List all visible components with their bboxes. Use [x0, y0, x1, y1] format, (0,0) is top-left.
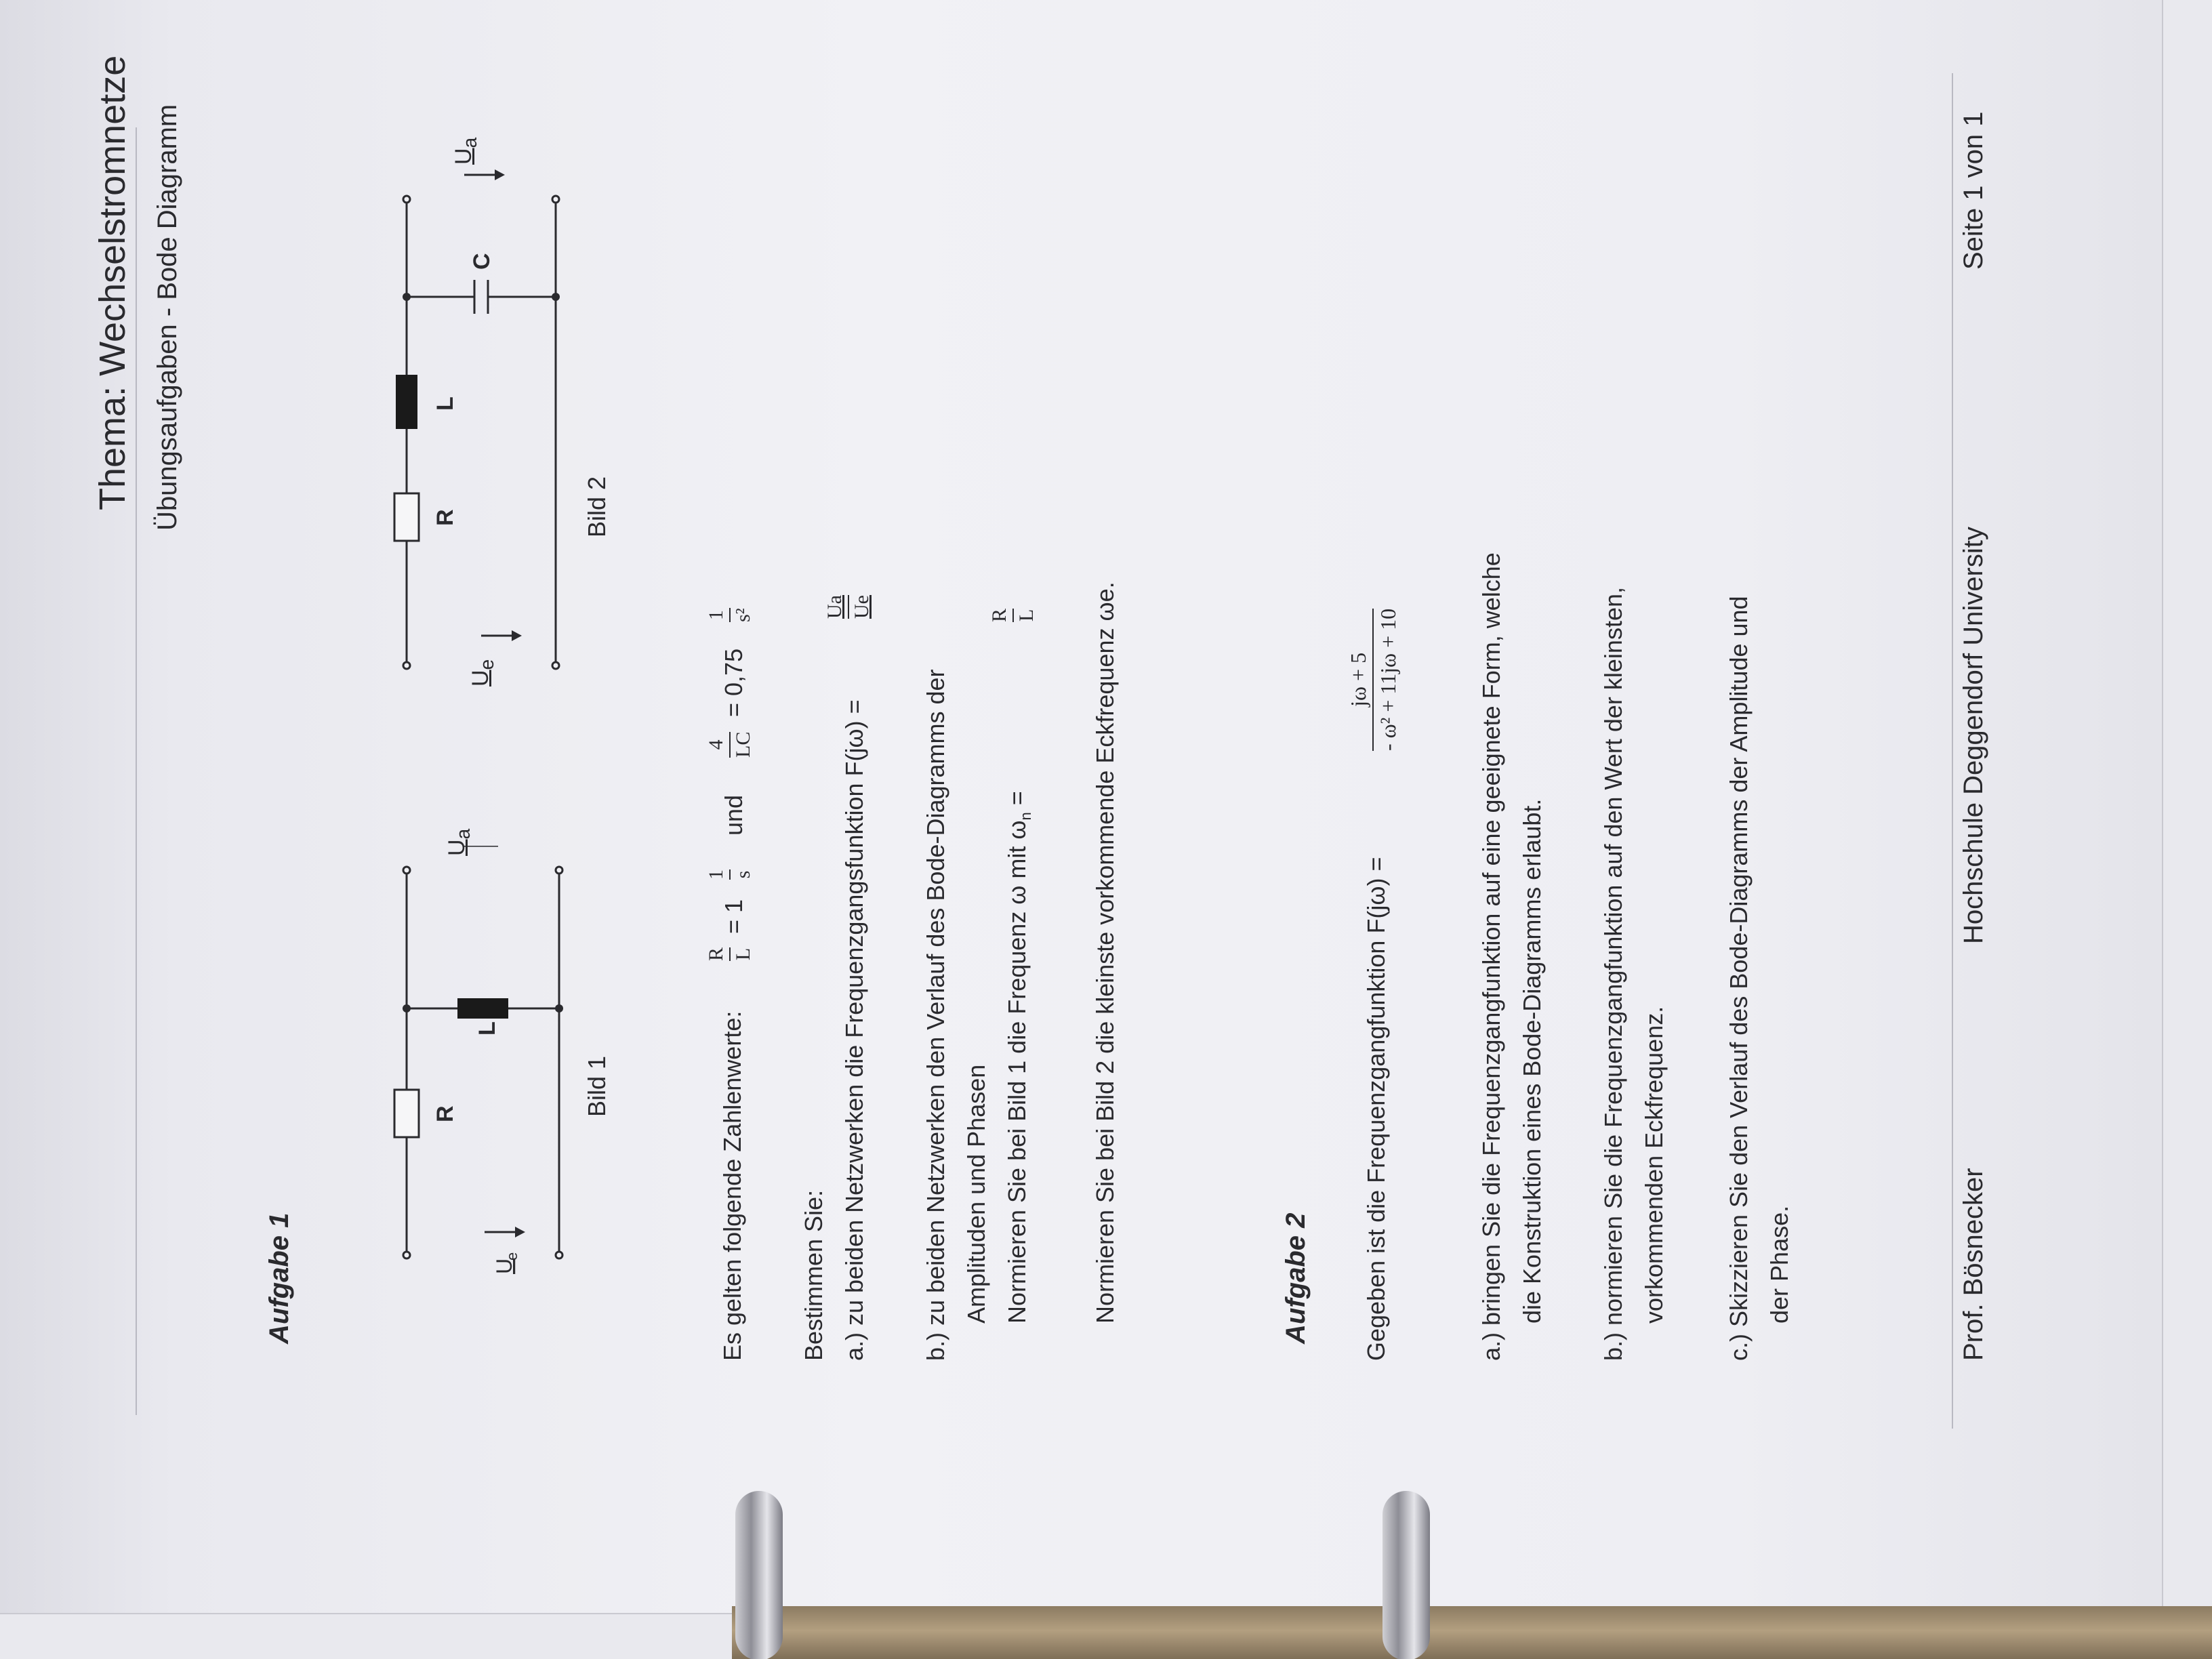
circuit-bild1	[380, 846, 596, 1279]
circuit-bild2	[380, 161, 596, 690]
task-2a-line1: a.) bringen Sie die Frequenzgangfunktion auf eine geeignete Form, welche	[1477, 552, 1505, 1361]
task-1b-line1: b.) zu beiden Netzwerken den Verlauf des Bode-Diagramms der	[922, 669, 949, 1361]
task-2c-line1: c.) Skizzieren Sie den Verlauf des Bode-Diagramms der Amplitude und	[1725, 596, 1753, 1361]
resistor-R	[394, 1090, 419, 1137]
page-title: Thema: Wechselstromnetze	[92, 55, 133, 510]
footer-university: Hochschule Deggendorf University	[1959, 527, 1988, 944]
eq2: = 0,75	[720, 648, 747, 717]
label-Ue2: $U_e$	[468, 659, 498, 687]
header-rule	[136, 127, 137, 1415]
footer-author: Prof. Bösnecker	[1959, 1168, 1988, 1361]
bestimmen-text: Bestimmen Sie:	[800, 1189, 827, 1361]
page-subtitle: Übungsaufgaben - Bode Diagramm	[152, 104, 182, 531]
footer-rule	[1952, 73, 1953, 1429]
eq1: = 1	[720, 899, 747, 934]
und-text: und	[720, 794, 747, 836]
label-R1: R	[432, 1105, 458, 1122]
frac-1-s2: 1 s²	[705, 608, 754, 622]
task-1b-line3: Normieren Sie bei Bild 1 die Frequenz ω mit $\omega_n$ =	[1003, 791, 1035, 1324]
ue-arrow-1	[485, 1227, 525, 1237]
frac-F-jw: jω + 5 - ω² + 11jω + 10	[1346, 608, 1400, 751]
label-Ue1: U	[492, 1258, 516, 1274]
footer-page: Seite 1 von 1	[1959, 111, 1988, 270]
caption-bild2: Bild 2	[583, 476, 611, 537]
label-C2: C	[469, 253, 495, 270]
label-Ue1-sub: e	[504, 1252, 520, 1261]
label-Ua2: $U_a$	[451, 137, 481, 165]
values-intro: Es gelten folgende Zahlenwerte:	[718, 1010, 746, 1361]
task-1b-line2: Amplituden und Phasen	[962, 1064, 990, 1324]
frac-R-L: R L	[705, 947, 754, 961]
frac-R-L-norm: R L	[988, 608, 1038, 622]
task-1c: Normieren Sie bei Bild 2 die kleinste vorkommende Eckfrequenz ωe.	[1091, 581, 1119, 1324]
frac-1-s: 1 s	[705, 869, 754, 880]
task-2b-line2: vorkommenden Eckfrequenz.	[1640, 1006, 1668, 1324]
inductor-L2	[396, 375, 417, 429]
task-1a: a.) zu beiden Netzwerken die Frequenzgangsfunktion F(jω) =	[840, 699, 868, 1361]
resistor-R2	[394, 493, 419, 541]
inductor-L	[457, 998, 508, 1019]
task-2a-line2: die Konstruktion eines Bode-Diagramms erlaubt.	[1518, 798, 1546, 1324]
aufgabe2-heading: Aufgabe 2	[1281, 1212, 1311, 1344]
given-function: Gegeben ist die Frequenzgangfunktion F(jω) =	[1362, 857, 1390, 1361]
label-R2: R	[432, 509, 458, 526]
caption-bild1: Bild 1	[583, 1055, 611, 1117]
aufgabe1-heading: Aufgabe 1	[264, 1212, 294, 1344]
frac-4-LC: 4 LC	[705, 731, 754, 758]
label-Ua1: $U_a$	[444, 828, 474, 856]
task-2c-line2: der Phase.	[1765, 1205, 1793, 1324]
label-L2: L	[432, 396, 458, 411]
task-2b-line1: b.) normieren Sie die Frequenzgangfunktion auf den Wert der kleinsten,	[1599, 587, 1627, 1361]
frac-Ua-Ue: Ua Ue	[823, 595, 873, 619]
label-L1: L	[474, 1021, 500, 1036]
